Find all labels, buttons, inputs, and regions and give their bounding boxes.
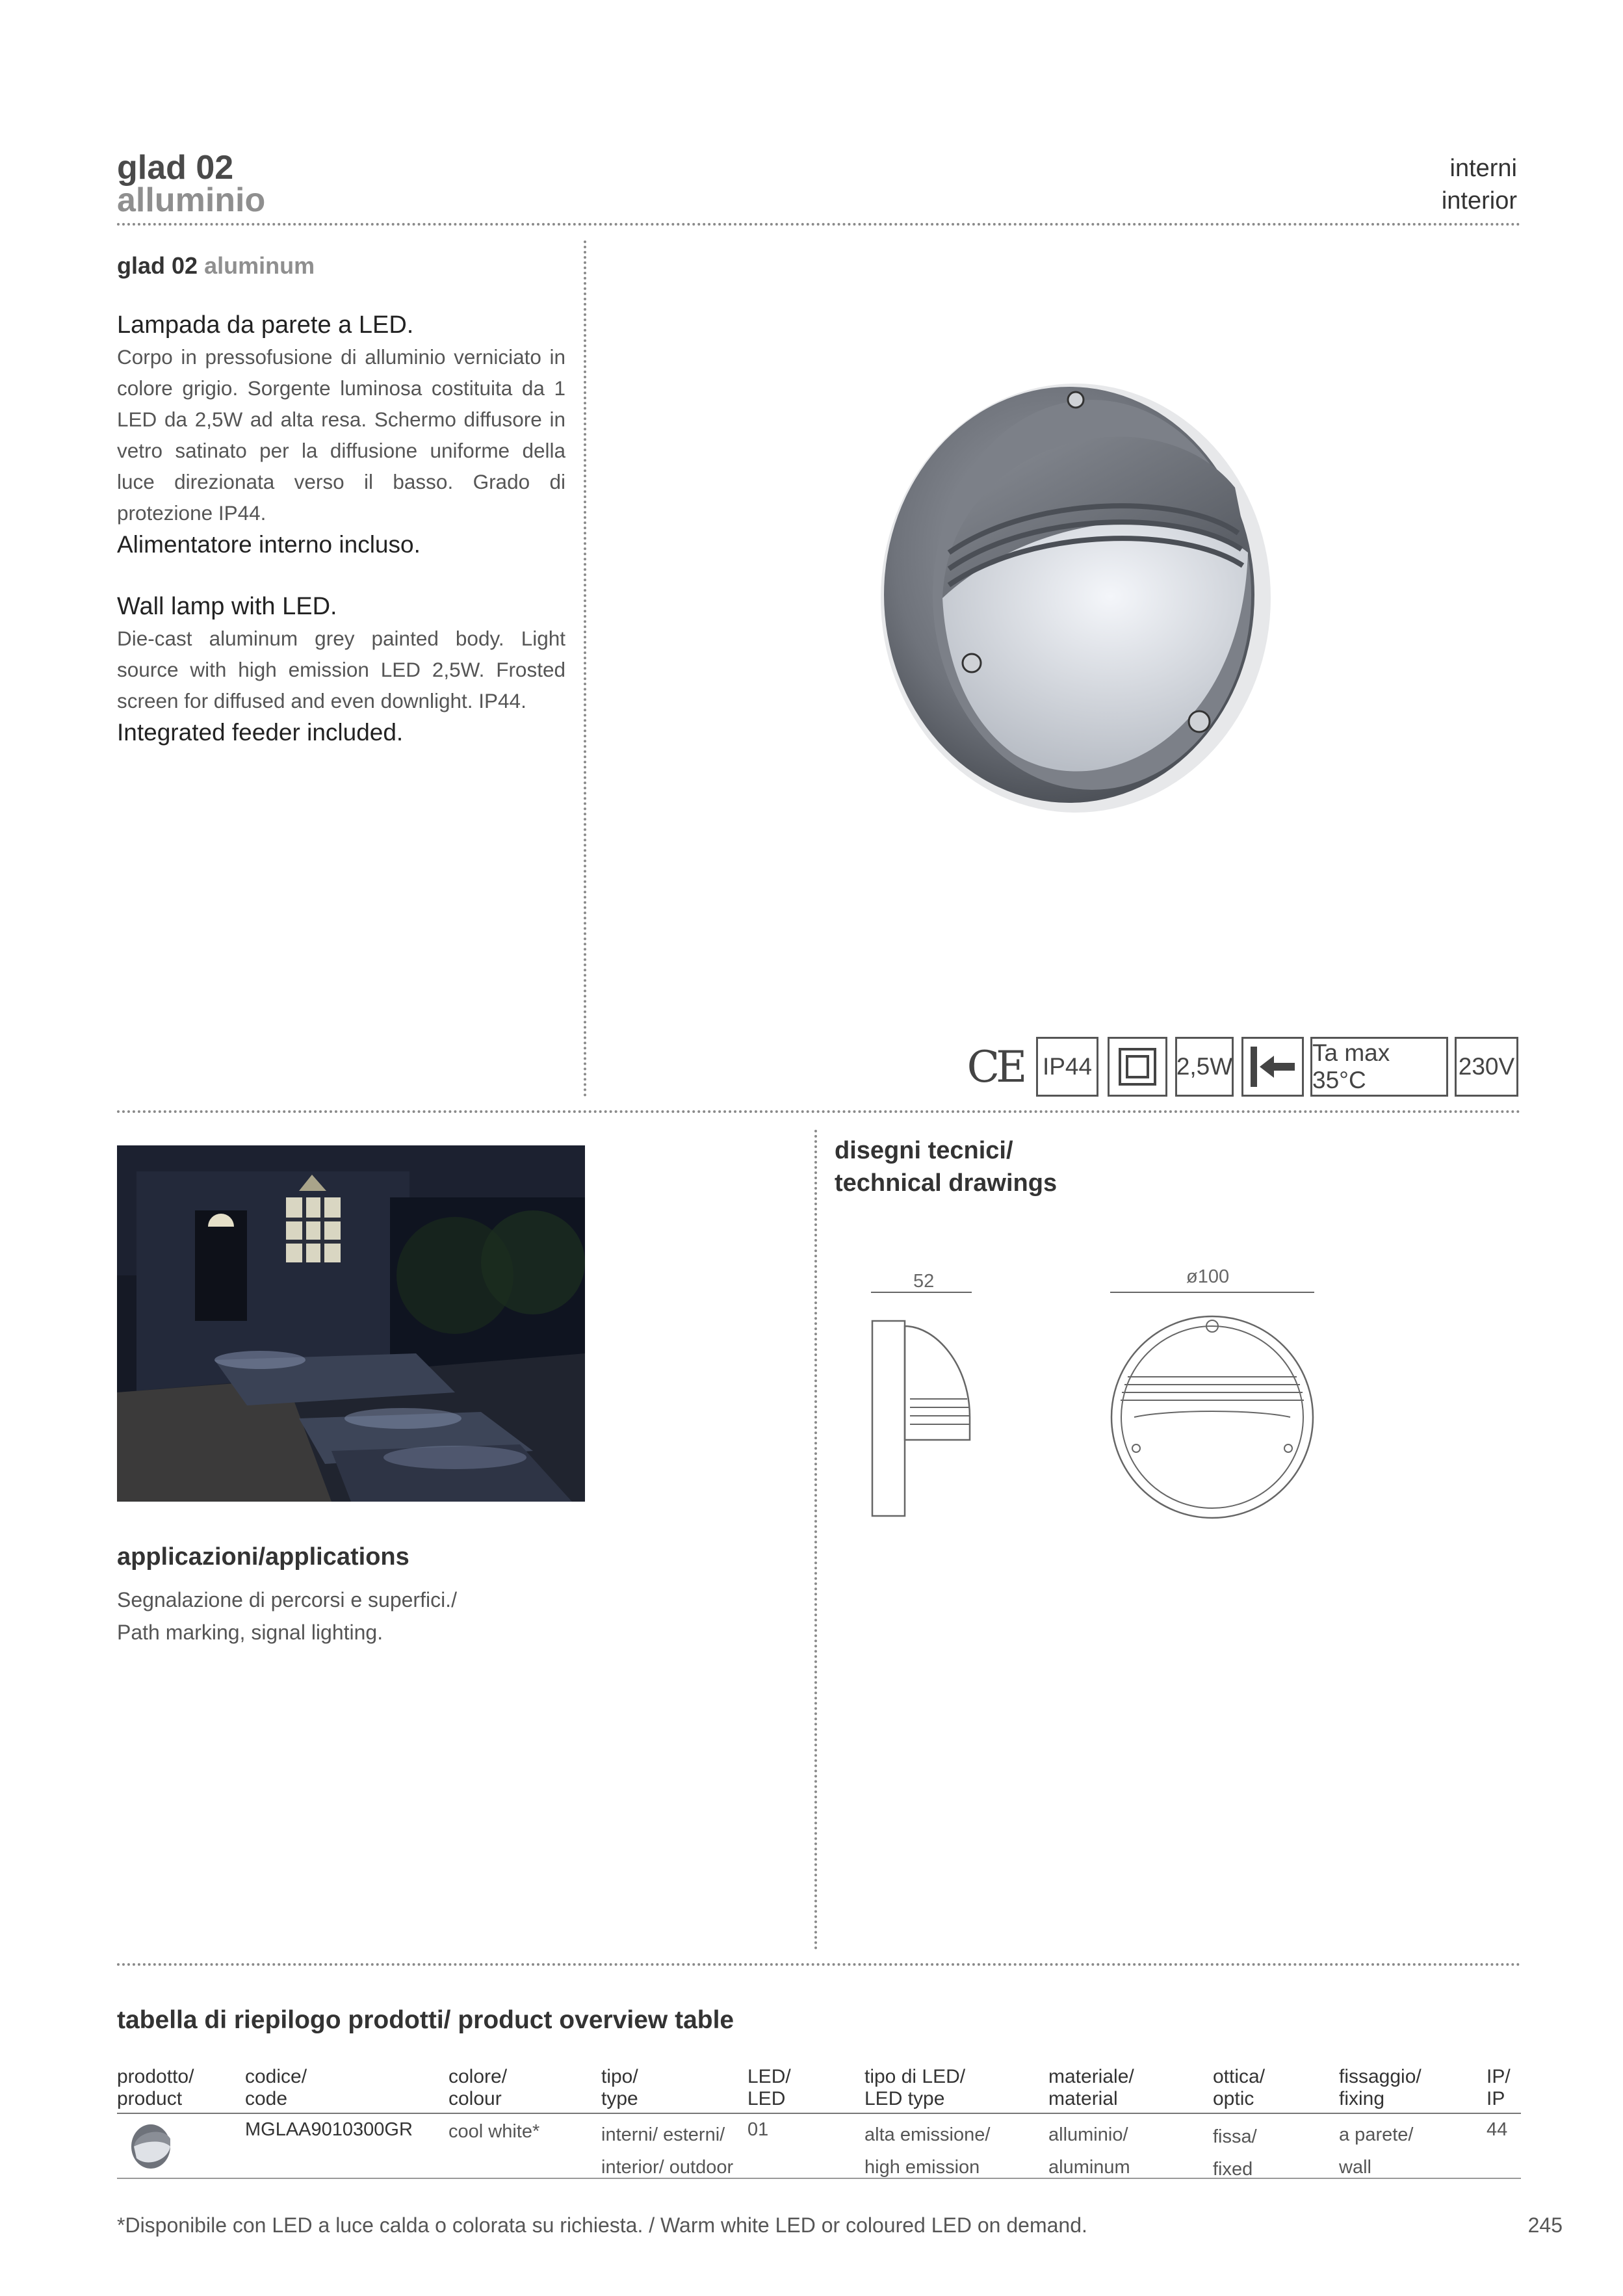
th-optic: ottica/ optic [1213,2066,1266,2109]
power-rating: 2,5W [1175,1037,1234,1097]
table-title: tabella di riepilogo prodotti/ product overview table [117,2006,734,2034]
section-divider [117,1110,1521,1113]
description-en-feeder: Integrated feeder included. [117,719,404,746]
description-en [117,590,565,749]
ambient-temperature: Ta max 35°C [1310,1037,1448,1097]
column-divider-top [584,241,586,1097]
table-divider [117,1963,1521,1966]
front-dimension-label: ø100 [1186,1266,1230,1287]
th-product: prodotto/ product [117,2066,194,2109]
category-it: interni [1449,155,1517,182]
applications-text [117,1584,457,1649]
side-dimension-label: 52 [913,1271,935,1292]
drawings-heading-en: technical drawings [835,1169,1058,1197]
footnote: *Disponibile con LED a luce calda o colorata su richiesta. / Warm white LED or coloured LED on demand. [117,2213,1087,2237]
row-ip: 44 [1487,2119,1508,2140]
applications-text-it: Segnalazione di percorsi e superfici./ [117,1588,457,1611]
row-material: alluminio/ aluminum [1048,2124,1130,2178]
drawings-heading-it: disegni tecnici/ [835,1137,1013,1164]
th-led-type: tipo di LED/ LED type [864,2066,966,2109]
subtitle-name: glad 02 [117,252,198,279]
applications-heading: applicazioni/applications [117,1543,409,1571]
description-it [117,309,565,561]
application-photo [117,1145,585,1502]
description-it-feeder: Alimentatore interno incluso. [117,531,421,558]
description-en-heading: Wall lamp with LED. [117,593,337,620]
row-led-type: alta emissione/ high emission [864,2124,991,2178]
product-material-title: alluminio [117,181,266,219]
column-divider-bottom [814,1130,817,1950]
category-en: interior [1441,187,1517,215]
drawings-heading [835,1134,1057,1199]
row-code: MGLAA9010300GR [245,2119,413,2140]
th-material: materiale/ material [1048,2066,1134,2109]
row-type: interni/ esterni/ interior/ outdoor [601,2124,734,2178]
row-optic: fissa/ fixed [1213,2126,1257,2180]
product-thumbnail[interactable] [127,2120,174,2172]
applications-text-en: Path marking, signal lighting. [117,1621,383,1644]
page-number: 245 [1527,2213,1563,2237]
double-insulation-icon [1108,1037,1167,1097]
subtitle [117,252,315,280]
th-fixing: fissaggio/ fixing [1339,2066,1422,2109]
th-colour: colore/ colour [448,2066,508,2109]
description-it-body: Corpo in pressofusione di alluminio verniciato in colore grigio. Sorgente luminosa costituita da 1 LED da 2,5W ad alta resa. Schermo diffusore in vetro satinato per la diffusione uniforme della luce direzionata verso il basso. Grado di protezione IP44. [117,345,565,525]
row-colour: cool white* [448,2121,540,2142]
ip-rating: IP44 [1036,1037,1098,1097]
th-code: codice/ code [245,2066,307,2109]
product-title: glad 02 [117,149,234,187]
table-header-rule [117,2113,1521,2114]
description-en-body: Die-cast aluminum grey painted body. Light source with high emission LED 2,5W. Frosted screen for diffused and even downlight. IP44. [117,627,565,712]
header-divider [117,223,1521,226]
wall-mount-icon [1241,1037,1304,1097]
table-bottom-rule [117,2178,1521,2179]
voltage: 230V [1455,1037,1518,1097]
row-led: 01 [747,2119,769,2140]
subtitle-material: aluminum [204,252,315,279]
product-photo [819,338,1300,845]
description-it-heading: Lampada da parete a LED. [117,311,414,339]
th-type: tipo/ type [601,2066,638,2109]
technical-drawing [864,1287,1332,1534]
row-fixing: a parete/ wall [1339,2124,1414,2178]
th-led: LED/ LED [747,2066,791,2109]
ce-mark-icon: CE [967,1041,1024,1092]
th-ip: IP/ IP [1487,2066,1511,2109]
